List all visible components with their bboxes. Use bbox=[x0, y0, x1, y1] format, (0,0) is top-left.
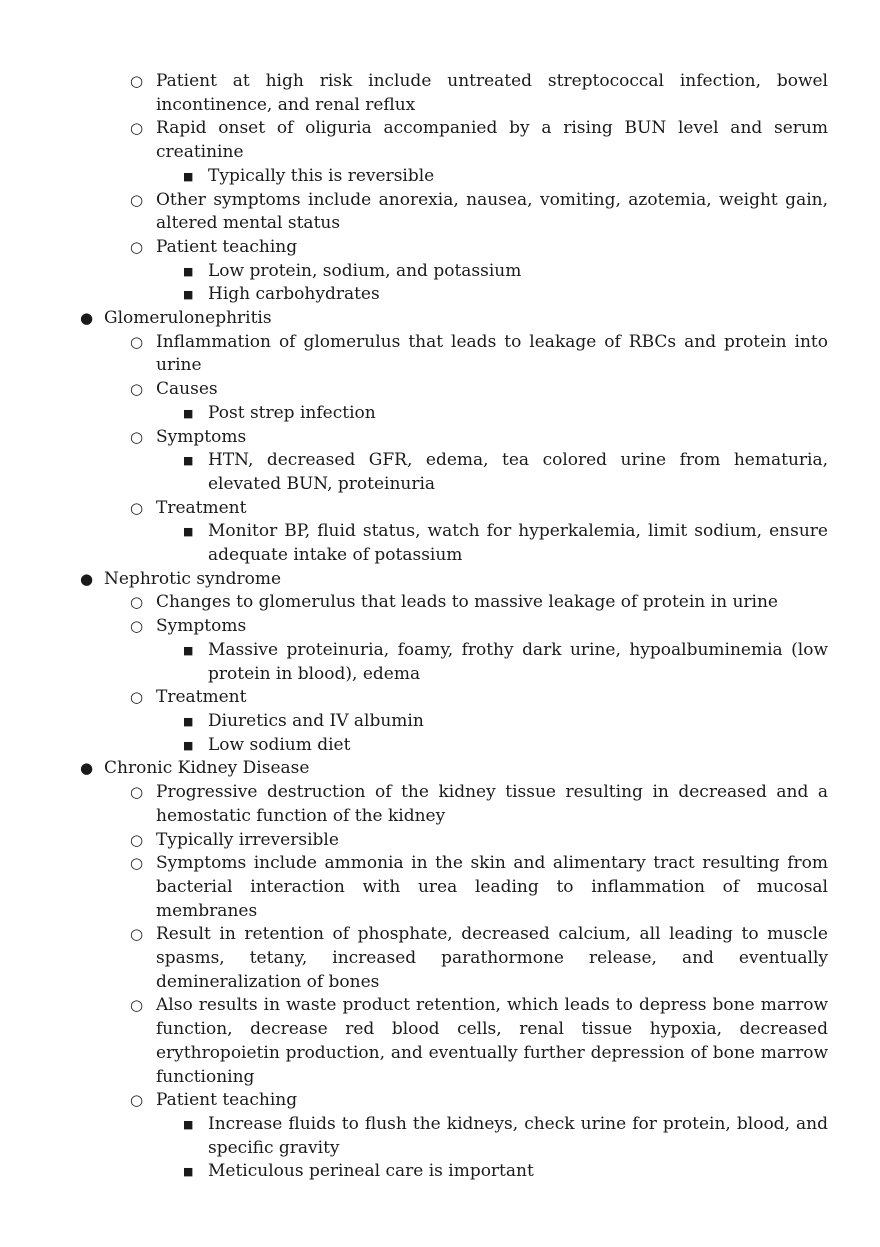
hollow-circle-bullet-icon: ○ bbox=[130, 996, 144, 1015]
outline-item-text: Massive proteinuria, foamy, frothy dark urine, hypoalbuminemia (low protein in blood), edema bbox=[208, 639, 828, 684]
hollow-circle-bullet-icon: ○ bbox=[130, 854, 144, 873]
square-bullet-icon: ■ bbox=[183, 406, 194, 420]
square-bullet-icon: ■ bbox=[183, 714, 194, 728]
outline-item-text: Increase fluids to flush the kidneys, check urine for protein, blood, and specific gravity bbox=[208, 1113, 828, 1158]
outline-item-text: Symptoms include ammonia in the skin and alimentary tract resulting from bacterial interaction with urea leading to inflammation of mucosal membranes bbox=[156, 853, 828, 921]
outline-item-level-2 bbox=[130, 117, 828, 164]
outline-item-level-3 bbox=[183, 710, 828, 734]
hollow-circle-bullet-icon: ○ bbox=[130, 380, 144, 399]
hollow-circle-bullet-icon: ○ bbox=[130, 72, 144, 90]
outline-item-text: Inflammation of glomerulus that leads to leakage of RBCs and protein into urine bbox=[156, 331, 828, 376]
filled-circle-bullet-icon: ● bbox=[80, 759, 94, 778]
hollow-circle-bullet-icon: ○ bbox=[130, 830, 144, 849]
outline-item-level-2 bbox=[130, 1089, 828, 1113]
outline-item-text: Monitor BP, fluid status, watch for hyperkalemia, limit sodium, ensure adequate intake of potassium bbox=[208, 521, 828, 566]
outline-item-text: Patient teaching bbox=[156, 236, 298, 257]
hollow-circle-bullet-icon: ○ bbox=[130, 237, 144, 256]
hollow-circle-bullet-icon: ○ bbox=[130, 427, 144, 446]
outline-item-level-3 bbox=[183, 1160, 828, 1184]
square-bullet-icon: ■ bbox=[183, 454, 194, 468]
outline-item-text: Changes to glomerulus that leads to massive leakage of protein in urine bbox=[156, 592, 778, 613]
outline-item-level-2 bbox=[130, 615, 828, 639]
outline-item-text: Progressive destruction of the kidney tissue resulting in decreased and a hemostatic function of the kidney bbox=[156, 782, 828, 826]
outline-item-level-1 bbox=[80, 307, 828, 331]
square-bullet-icon: ■ bbox=[183, 1165, 194, 1179]
outline-item-level-2 bbox=[130, 686, 828, 710]
outline-item-level-2 bbox=[130, 781, 828, 828]
outline-item-text: Low protein, sodium, and potassium bbox=[208, 260, 522, 281]
outline-item-level-3 bbox=[183, 734, 828, 758]
outline-item-level-2 bbox=[130, 591, 828, 615]
outline-item-level-2 bbox=[130, 378, 828, 402]
hollow-circle-bullet-icon: ○ bbox=[130, 332, 144, 351]
outline-item-level-3 bbox=[183, 639, 828, 686]
outline-item-level-2 bbox=[130, 923, 828, 994]
outline-item-text: Symptoms bbox=[156, 616, 247, 637]
square-bullet-icon: ■ bbox=[183, 264, 194, 278]
hollow-circle-bullet-icon: ○ bbox=[130, 617, 144, 636]
outline-item-text: Low sodium diet bbox=[208, 734, 351, 755]
hollow-circle-bullet-icon: ○ bbox=[130, 688, 144, 707]
outline-item-text: Glomerulonephritis bbox=[104, 308, 272, 329]
outline-item-level-2 bbox=[130, 426, 828, 450]
outline-item-text: Meticulous perineal care is important bbox=[208, 1161, 534, 1182]
outline-item-text: Causes bbox=[156, 379, 218, 400]
square-bullet-icon: ■ bbox=[183, 288, 194, 302]
outline-item-level-2 bbox=[130, 497, 828, 521]
hollow-circle-bullet-icon: ○ bbox=[130, 190, 144, 209]
hollow-circle-bullet-icon: ○ bbox=[130, 1091, 144, 1110]
outline-item-text: Rapid onset of oliguria accompanied by a rising BUN level and serum creatinine bbox=[156, 118, 828, 163]
outline-item-level-1 bbox=[80, 568, 828, 592]
hollow-circle-bullet-icon: ○ bbox=[130, 783, 144, 802]
square-bullet-icon: ■ bbox=[183, 643, 194, 657]
hollow-circle-bullet-icon: ○ bbox=[130, 119, 144, 138]
hollow-circle-bullet-icon: ○ bbox=[130, 498, 144, 517]
outline-item-text: Diuretics and IV albumin bbox=[208, 710, 424, 731]
outline-item-level-2 bbox=[130, 70, 828, 117]
outline-item-text: Post strep infection bbox=[208, 402, 376, 423]
square-bullet-icon: ■ bbox=[183, 738, 194, 752]
square-bullet-icon: ■ bbox=[183, 169, 194, 183]
outline-item-text: Nephrotic syndrome bbox=[104, 568, 282, 589]
document-page bbox=[0, 70, 880, 1184]
outline-item-level-1 bbox=[80, 757, 828, 781]
outline-item-text: Also results in waste product retention, which leads to depress bone marrow function, decrease red blood cells, renal tissue hypoxia, decreased erythropoietin production, and eventually further depression of bone marrow functioning bbox=[156, 995, 828, 1087]
filled-circle-bullet-icon: ● bbox=[80, 569, 94, 588]
square-bullet-icon: ■ bbox=[183, 1117, 194, 1131]
outline-item-text: Result in retention of phosphate, decreased calcium, all leading to muscle spasms, tetany, increased parathormone release, and eventually demineralization of bones bbox=[156, 924, 828, 992]
outline-item-text: Symptoms bbox=[156, 426, 247, 447]
outline-item-level-3 bbox=[183, 402, 828, 426]
hollow-circle-bullet-icon: ○ bbox=[130, 925, 144, 944]
outline-item-level-3 bbox=[183, 449, 828, 496]
outline-item-text: Treatment bbox=[156, 497, 247, 518]
outline-item-level-3 bbox=[183, 520, 828, 567]
hollow-circle-bullet-icon: ○ bbox=[130, 593, 144, 612]
outline-item-text: HTN, decreased GFR, edema, tea colored urine from hematuria, elevated BUN, proteinuria bbox=[208, 450, 828, 494]
outline-item-level-3 bbox=[183, 165, 828, 189]
outline-item-level-3 bbox=[183, 260, 828, 284]
square-bullet-icon: ■ bbox=[183, 525, 194, 539]
filled-circle-bullet-icon: ● bbox=[80, 309, 94, 328]
outline-item-level-3 bbox=[183, 1113, 828, 1160]
outline-item-level-2 bbox=[130, 994, 828, 1089]
outline-item-text: High carbohydrates bbox=[208, 284, 380, 305]
outline-item-text: Typically irreversible bbox=[156, 829, 339, 850]
bulleted-outline bbox=[0, 70, 880, 1184]
outline-item-text: Typically this is reversible bbox=[208, 165, 435, 186]
outline-item-level-2 bbox=[130, 331, 828, 378]
outline-item-level-2 bbox=[130, 852, 828, 923]
outline-item-text: Other symptoms include anorexia, nausea, vomiting, azotemia, weight gain, altered mental status bbox=[156, 189, 828, 234]
outline-item-text: Chronic Kidney Disease bbox=[104, 758, 310, 779]
outline-item-level-2 bbox=[130, 829, 828, 853]
outline-item-text: Patient at high risk include untreated streptococcal infection, bowel incontinence, and renal reflux bbox=[156, 71, 828, 115]
outline-item-level-3 bbox=[183, 283, 828, 307]
outline-item-text: Treatment bbox=[156, 687, 247, 708]
outline-item-text: Patient teaching bbox=[156, 1090, 298, 1111]
outline-item-level-2 bbox=[130, 236, 828, 260]
outline-item-level-2 bbox=[130, 189, 828, 236]
